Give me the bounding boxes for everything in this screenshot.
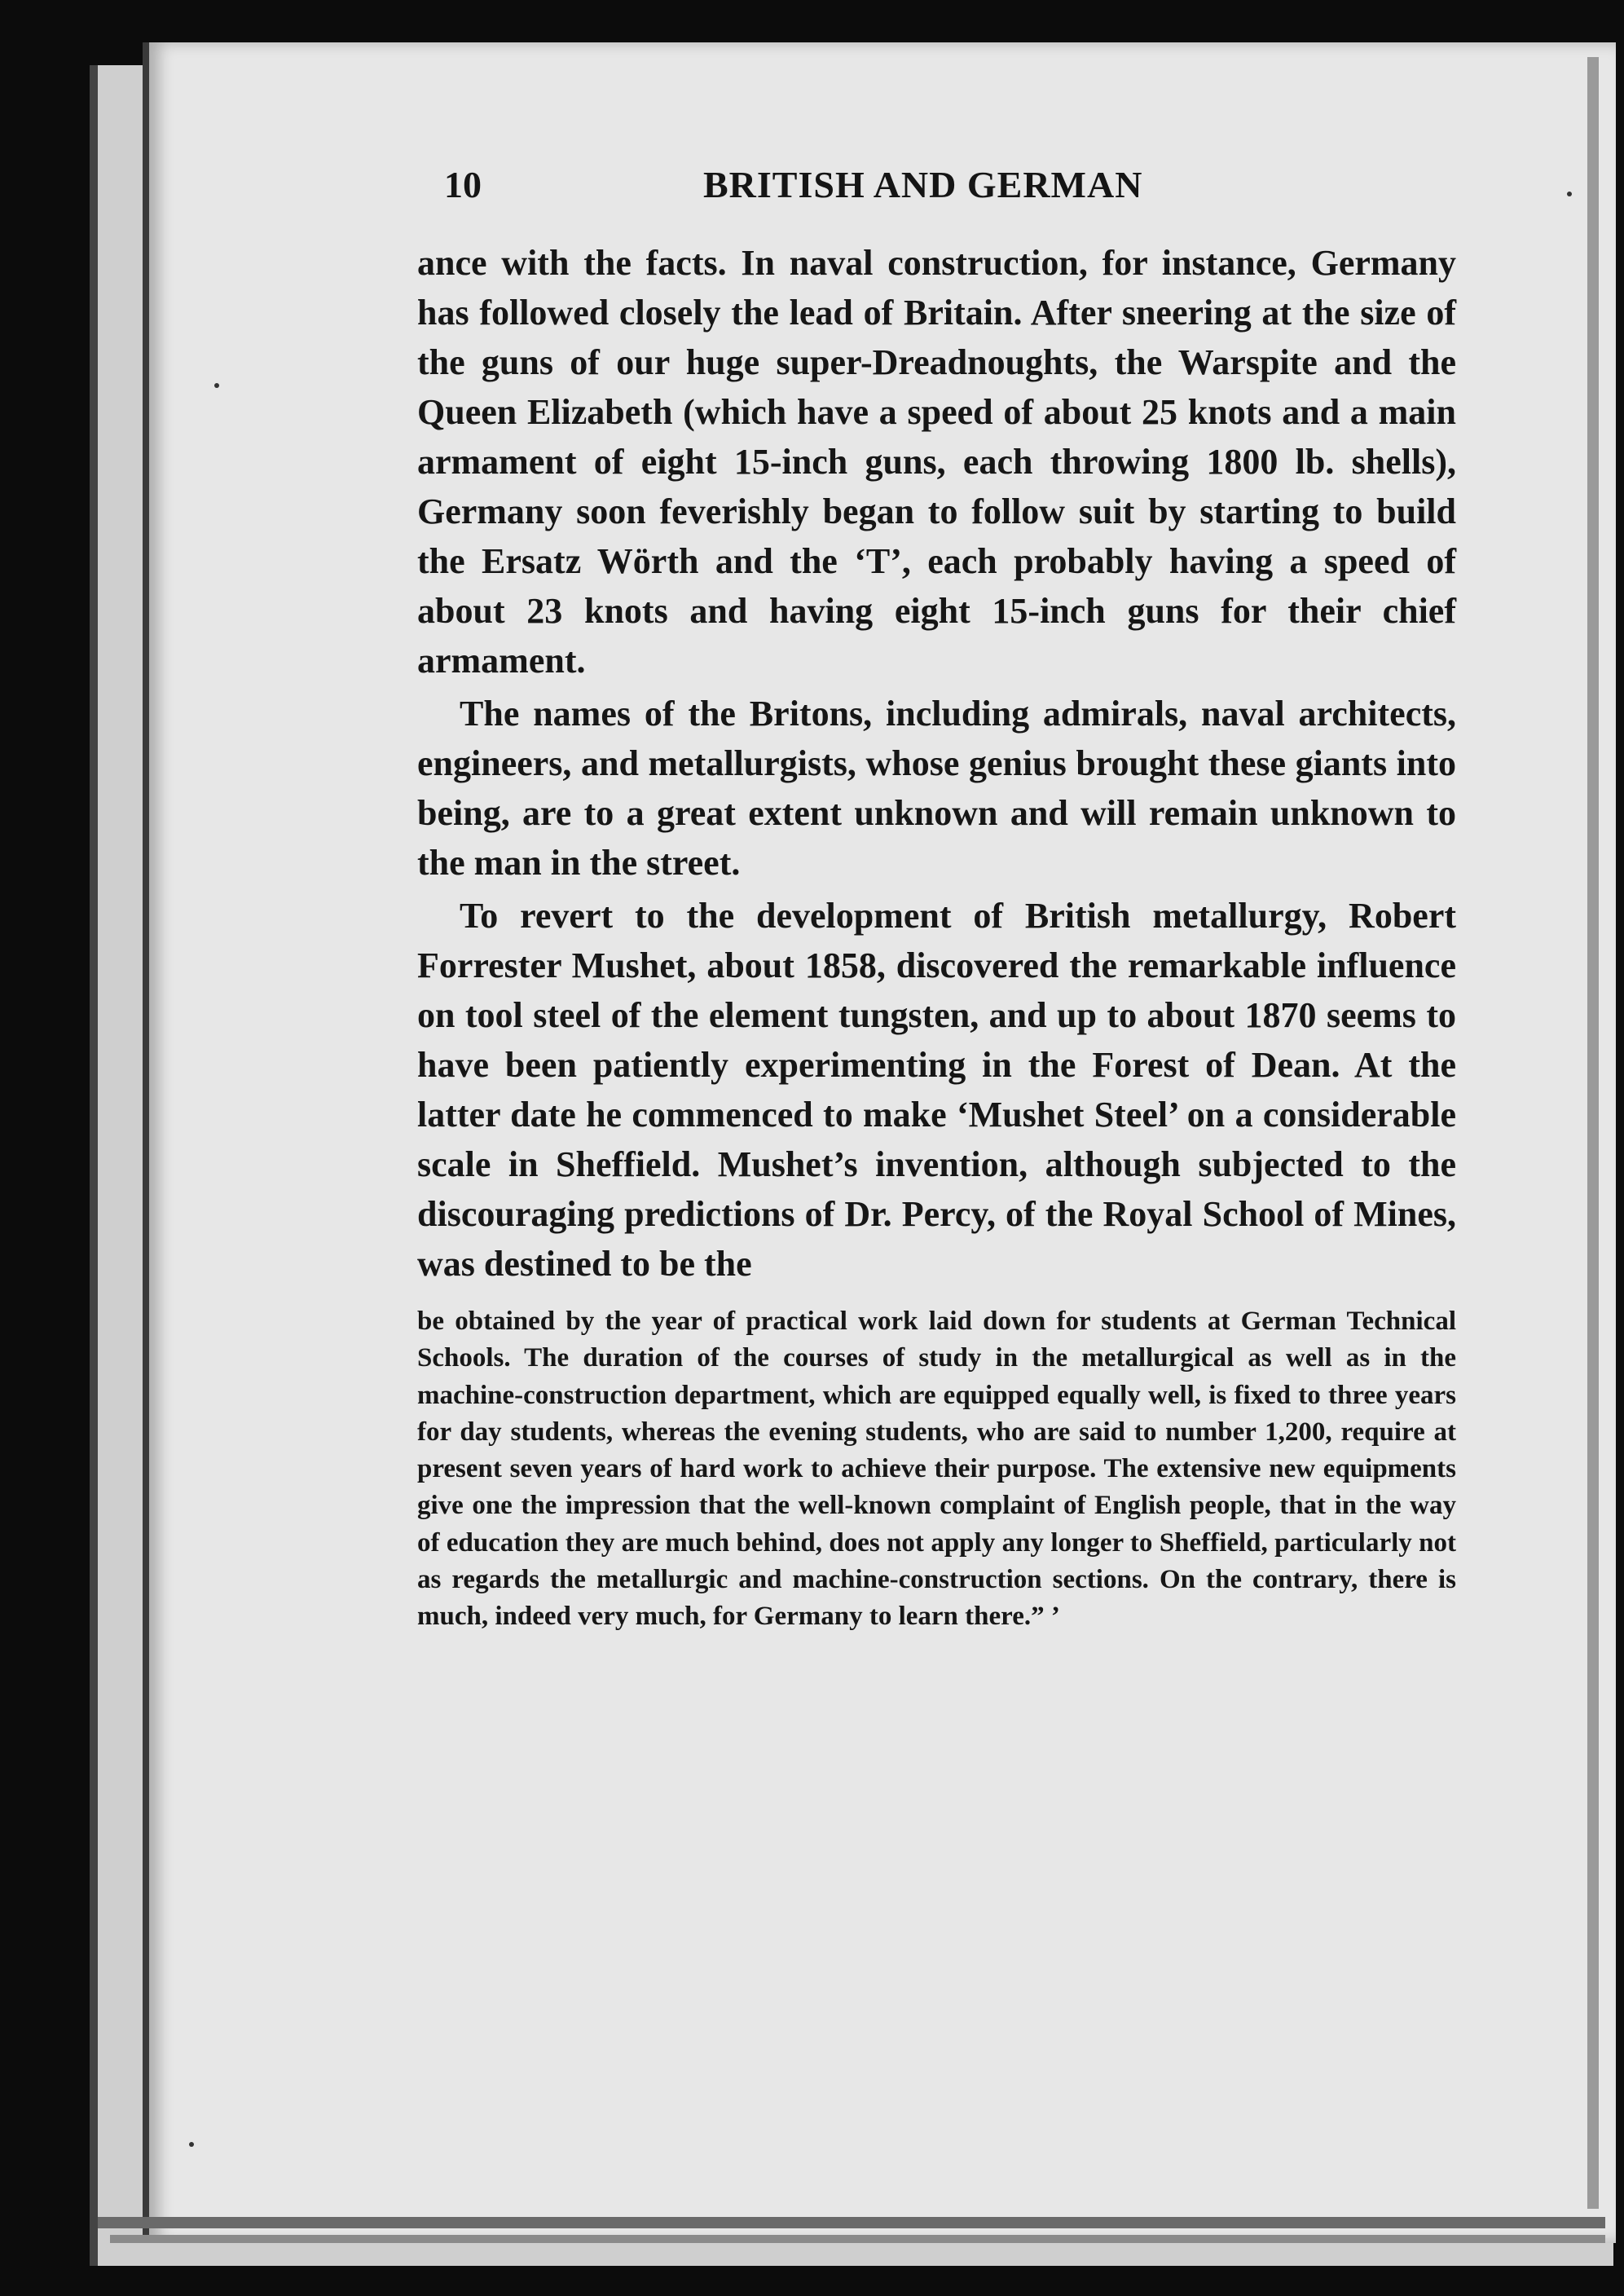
- scan-speck: [189, 2142, 194, 2147]
- page-bottom-edge: [98, 2217, 1605, 2228]
- body-text: [417, 238, 1456, 1636]
- scan-speck: [1567, 192, 1572, 196]
- footnote: be obtained by the year of practical work laid down for students at German Technical Schools. The duration of the courses of study in the metallurgical as well as in the machine-construction department, which are equipped equally well, is fixed to three years for day students, whereas the evening students, who are said to number 1,200, require at present seven years of hard work to achieve their purpose. The extensive new equipments give one the impression that the well-known complaint of English people, that in the way of education they are much behind, does not apply any longer to Sheffield, particularly not as regards the metallurgic and machine-construction sections. On the contrary, there is much, indeed very much, for Germany to learn there.” ’: [417, 1307, 1456, 1632]
- page-bottom-edge-lower: [110, 2235, 1605, 2243]
- running-head: BRITISH AND GERMAN: [703, 164, 1143, 205]
- paragraph-3: To revert to the development of British metallurgy, Robert Forrester Mushet, about 1858, discovered the remarkable influence on tool steel of the element tungsten, and up to about 1870 seems to have been patiently experimenting in the Forest of Dean. At the latter date he commenced to make ‘Mushet Steel’ on a considerable scale in Sheffield. Mushet’s invention, although subjected to the discouraging predictions of Dr. Percy, of the Royal School of Mines, was destined to be the: [417, 896, 1456, 1284]
- page-number: 10: [444, 164, 482, 205]
- page-header: [444, 163, 1503, 220]
- paragraph-2: The names of the Britons, including admirals, naval architects, engineers, and metallurgists, whose genius brought these giants into being, are to a great extent unknown and will remain unknown to the man in the street.: [417, 694, 1456, 883]
- scan-speck: [214, 383, 219, 388]
- page-right-edge: [1587, 57, 1599, 2209]
- paragraph-1: ance with the facts. In naval construction, for instance, Germany has followed closely the lead of Britain. After sneering at the size of the guns of our huge super-Dreadnoughts, the Warspite and the Queen Elizabeth (which have a speed of about 25 knots and a main armament of eight 15-inch guns, each throwing 1800 lb. shells), Germany soon feverishly began to follow suit by starting to build the Ersatz Wörth and the ‘T’, each probably having a speed of about 23 knots and having eight 15-inch guns for their chief armament.: [417, 243, 1456, 681]
